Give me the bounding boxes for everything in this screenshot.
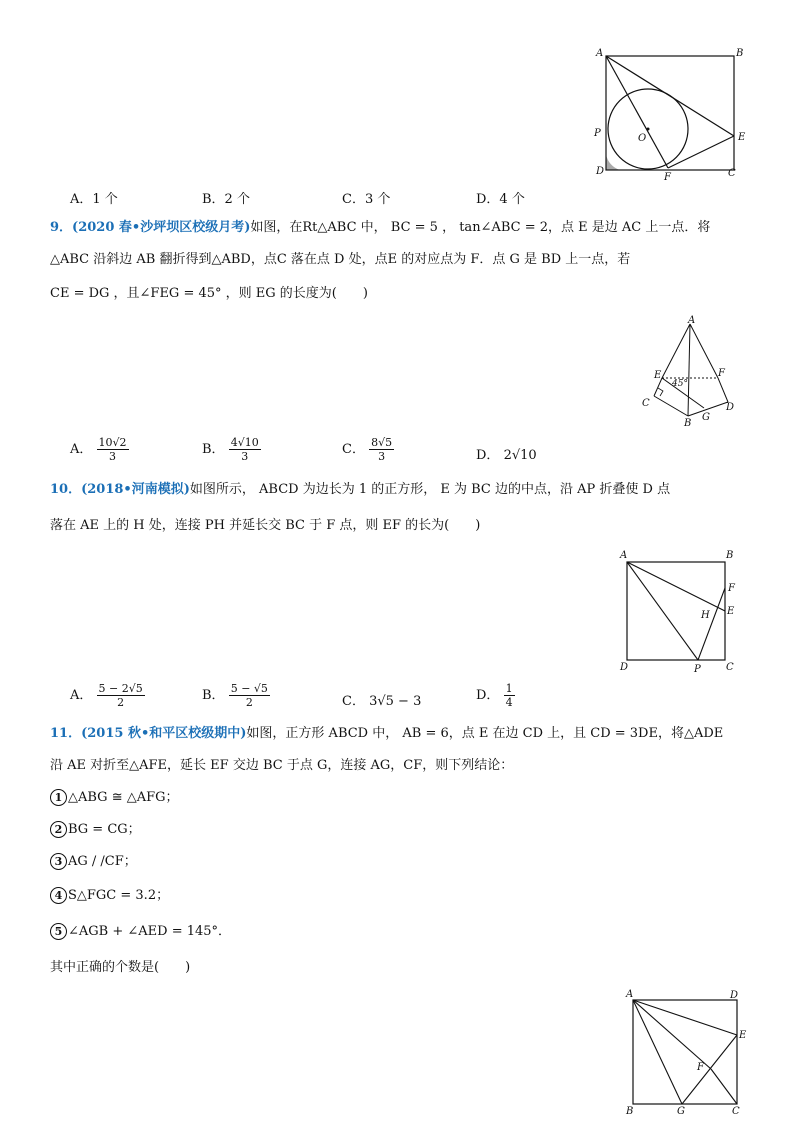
fig11-label-a: A xyxy=(626,989,634,1000)
q11-item-1-number: 1 xyxy=(50,789,67,806)
fig9-label-f: F xyxy=(718,368,725,379)
q11-question: 其中正确的个数是( ) xyxy=(50,960,191,975)
q10-text-1: 如图所示， ABCD 为边长为 1 的正方形， E 为 BC 边的中点，沿 AP 折叠使 D 点 xyxy=(189,482,671,497)
q11-item-3-text: AG / /CF； xyxy=(68,854,137,869)
q10-option-b-den: 2 xyxy=(245,696,253,709)
q11-text-1: 如图，正方形 ABCD 中， AB = 6，点 E 在边 CD 上，且 CD = 3DE，将△ADE xyxy=(246,726,724,741)
q9-option-c-num: 8√5 xyxy=(371,436,393,449)
fig9-label-angle: 45° xyxy=(672,379,688,389)
fig8-label-o: O xyxy=(638,133,647,144)
q9-option-c: C． $\frac{8√5}{3}$ xyxy=(342,436,393,463)
fig9-label-a: A xyxy=(688,315,696,326)
q11-line-1 xyxy=(50,724,723,744)
q11-figure xyxy=(618,984,754,1116)
q8-option-b: B．2 个 xyxy=(202,192,250,207)
fig8-label-b: B xyxy=(736,48,744,59)
fig10-label-f: F xyxy=(728,583,735,594)
q10-option-a-den: 2 xyxy=(117,696,125,709)
q10-number: 10． xyxy=(50,482,82,497)
q11-item-3 xyxy=(50,852,137,872)
q9-source: (2020 春•沙坪坝区校级月考) xyxy=(72,220,251,235)
q11-item-4-number: 4 xyxy=(50,887,67,904)
q10-figure xyxy=(612,544,752,676)
fig9-label-e: E xyxy=(654,370,662,381)
fig10-label-a: A xyxy=(620,550,628,561)
fig11-label-b: B xyxy=(626,1106,634,1116)
q10-option-a: A． $\frac{5 - 2√5}{2}$ xyxy=(70,682,143,709)
q9-number: 9． xyxy=(50,220,73,235)
fig9-label-c: C xyxy=(642,398,650,409)
q9-option-c-den: 3 xyxy=(378,450,386,463)
q11-item-3-number: 3 xyxy=(50,853,67,870)
fig9-label-b: B xyxy=(684,418,692,426)
q11-item-4 xyxy=(50,886,169,906)
fig11-label-f: F xyxy=(697,1062,704,1073)
q10-option-b: B． $\frac{5 - √5}{2}$ xyxy=(202,682,268,709)
fig10-label-b: B xyxy=(726,550,734,561)
fig8-label-p: P xyxy=(594,128,601,139)
q9-option-d: D． 2√10 xyxy=(476,448,537,463)
fig10-label-h: H xyxy=(701,610,710,621)
q11-item-2-number: 2 xyxy=(50,821,67,838)
q8-option-a: A．1 个 xyxy=(70,192,118,207)
q10-option-c-text: 3√5 − 3 xyxy=(369,694,422,709)
fig11-label-c: C xyxy=(732,1106,740,1116)
q8-option-d: D．4 个 xyxy=(476,192,525,207)
q9-option-a: A． $\frac{10√2}{3}$ xyxy=(70,436,127,463)
q10-option-c: C． 3√5 − 3 xyxy=(342,694,422,709)
q11-item-2 xyxy=(50,820,141,840)
fig8-label-f: F xyxy=(664,172,671,183)
fig8-label-c: C xyxy=(728,168,736,179)
fig11-label-e: E xyxy=(739,1030,747,1041)
q10-option-d: D． $\frac{1}{4}$ xyxy=(476,682,513,709)
fig10-label-e: E xyxy=(727,606,735,617)
q9-line-1 xyxy=(50,218,710,238)
fig11-label-d: D xyxy=(730,990,739,1001)
q9-option-d-text: 2√10 xyxy=(503,448,537,463)
fig9-label-d: D xyxy=(726,402,735,413)
q11-number: 11． xyxy=(50,726,82,741)
q8-option-c: C．3 个 xyxy=(342,192,391,207)
q11-item-2-text: BG = CG； xyxy=(68,822,141,837)
fig8-label-a: A xyxy=(596,48,604,59)
q9-option-a-den: 3 xyxy=(109,450,117,463)
q9-text-3: CE = DG ，且∠FEG = 45° ，则 EG 的长度为( ) xyxy=(50,286,368,301)
q9-text-1: 如图，在Rt△ABC 中， BC = 5 ， tan∠ABC = 2，点 E 是边 AC 上一点．将 xyxy=(250,220,711,235)
fig8-label-d: D xyxy=(596,166,605,177)
q9-option-a-num: 10√2 xyxy=(98,436,127,449)
fig10-label-p: P xyxy=(694,664,701,675)
q11-text-2: 沿 AE 对折至△AFE，延长 EF 交边 BC 于点 G，连接 AG，CF，则下列结论： xyxy=(50,758,514,773)
q11-item-5-text: ∠AGB + ∠AED = 145°． xyxy=(68,924,232,939)
q9-option-b-den: 3 xyxy=(241,450,249,463)
fig10-label-d: D xyxy=(620,662,629,673)
q10-source: (2018•河南模拟) xyxy=(81,482,190,497)
q11-item-4-text: S△FGC = 3.2； xyxy=(68,888,170,903)
q9-option-b: B． $\frac{4√10}{3}$ xyxy=(202,436,259,463)
fig8-label-e: E xyxy=(738,132,746,143)
fig11-label-g: G xyxy=(677,1106,685,1116)
q11-source: (2015 秋•和平区校级期中) xyxy=(81,726,247,741)
q9-text-2: △ABC 沿斜边 AB 翻折得到△ABD，点C 落在点 D 处，点E 的对应点为 F．点 G 是 BD 上一点，若 xyxy=(50,252,631,267)
q11-item-5-number: 5 xyxy=(50,923,67,940)
q9-option-b-num: 4√10 xyxy=(230,436,259,449)
q10-option-b-num: 5 − √5 xyxy=(230,682,268,695)
q8-figure xyxy=(588,44,758,184)
q9-figure xyxy=(636,314,746,426)
q11-item-5 xyxy=(50,922,231,942)
q10-option-d-num: 1 xyxy=(505,682,513,695)
q10-option-a-num: 5 − 2√5 xyxy=(98,682,143,695)
fig10-label-c: C xyxy=(726,662,734,673)
q11-item-1-text: △ABG ≅ △AFG； xyxy=(68,790,179,805)
q10-text-2: 落在 AE 上的 H 处，连接 PH 并延长交 BC 于 F 点，则 EF 的长为( ) xyxy=(50,518,481,533)
q11-item-1 xyxy=(50,788,179,808)
q10-line-1 xyxy=(50,480,670,500)
q10-option-d-den: 4 xyxy=(505,696,513,709)
fig9-label-g: G xyxy=(702,412,710,423)
